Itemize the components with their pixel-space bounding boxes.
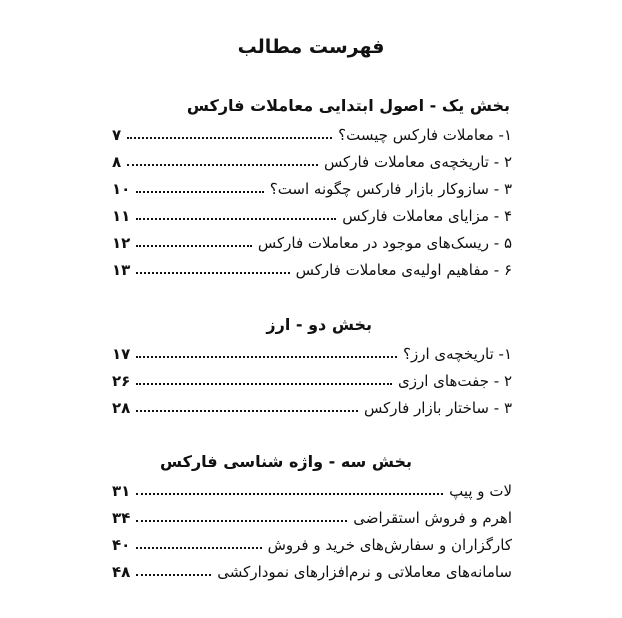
toc-entry-title: ۲ - جفت‌های ارزی [398, 372, 512, 390]
toc-entry [112, 255, 512, 279]
dot-leader [136, 244, 252, 247]
section-heading-3: بخش سه - واژه شناسی فارکس [160, 452, 412, 471]
toc-page-number: ۴۰ [112, 536, 131, 554]
toc-page-number: ۱۰ [112, 180, 131, 198]
toc-entry-title: ۱- معاملات فارکس چیست؟ [338, 126, 512, 144]
toc-page-number: ۱۳ [112, 261, 131, 279]
dot-leader [127, 163, 318, 166]
dot-leader [136, 519, 347, 522]
page-title: فهرست مطالب [237, 36, 385, 58]
dot-leader [136, 573, 211, 576]
toc-entry [112, 339, 512, 363]
toc-page-number: ۱۲ [112, 234, 131, 252]
toc-entry [112, 147, 512, 171]
toc-page-number: ۳۱ [112, 482, 131, 500]
toc-entry-title: ۱- تاریخچه‌ی ارز؟ [403, 345, 512, 363]
dot-leader [136, 409, 358, 412]
toc-entry-title: ۶ - مفاهیم اولیه‌ی معاملات فارکس [295, 261, 512, 279]
dot-leader [136, 355, 397, 358]
toc-entry-title: ۳ - سازوکار بازار فارکس چگونه است؟ [269, 180, 512, 198]
toc-page-number: ۸ [112, 153, 122, 171]
toc-entry [112, 174, 512, 198]
toc-page-number: ۳۴ [112, 509, 131, 527]
dot-leader [136, 217, 336, 220]
toc-entry [112, 228, 512, 252]
toc-entry-title: ۳ - ساختار بازار فارکس [364, 399, 512, 417]
toc-entry-title: لات و پیپ [449, 482, 512, 500]
toc-entry-title: کارگزاران و سفارش‌های خرید و فروش [267, 536, 512, 554]
toc-page-number: ۷ [112, 126, 122, 144]
section-heading-1: بخش یک - اصول ابتدایی معاملات فارکس [186, 96, 510, 115]
toc-entry-title: ۵ - ریسک‌های موجود در معاملات فارکس [257, 234, 512, 252]
toc-entry-title: ۲ - تاریخچه‌ی معاملات فارکس [323, 153, 512, 171]
toc-entry [112, 476, 512, 500]
dot-leader [127, 136, 332, 139]
toc-page-number: ۲۸ [112, 399, 131, 417]
toc-entry [112, 557, 512, 581]
dot-leader [136, 382, 392, 385]
toc-entry [112, 120, 512, 144]
toc-entry [112, 393, 512, 417]
toc-entry [112, 201, 512, 225]
toc-page-number: ۱۷ [112, 345, 131, 363]
toc-page-number: ۴۸ [112, 563, 131, 581]
toc-entry-title: اهرم و فروش استقراضی [353, 509, 512, 527]
dot-leader [136, 492, 443, 495]
dot-leader [136, 190, 263, 193]
toc-entry [112, 503, 512, 527]
toc-entry [112, 530, 512, 554]
toc-entry [112, 366, 512, 390]
section-heading-2: بخش دو - ارز [266, 315, 372, 334]
toc-entry-title: سامانه‌های معاملاتی و نرم‌افزارهای نمودارکشی [217, 563, 512, 581]
toc-page-number: ۲۶ [112, 372, 131, 390]
toc-page-number: ۱۱ [112, 207, 131, 225]
dot-leader [136, 271, 289, 274]
toc-entry-title: ۴ - مزایای معاملات فارکس [342, 207, 512, 225]
dot-leader [136, 546, 261, 549]
